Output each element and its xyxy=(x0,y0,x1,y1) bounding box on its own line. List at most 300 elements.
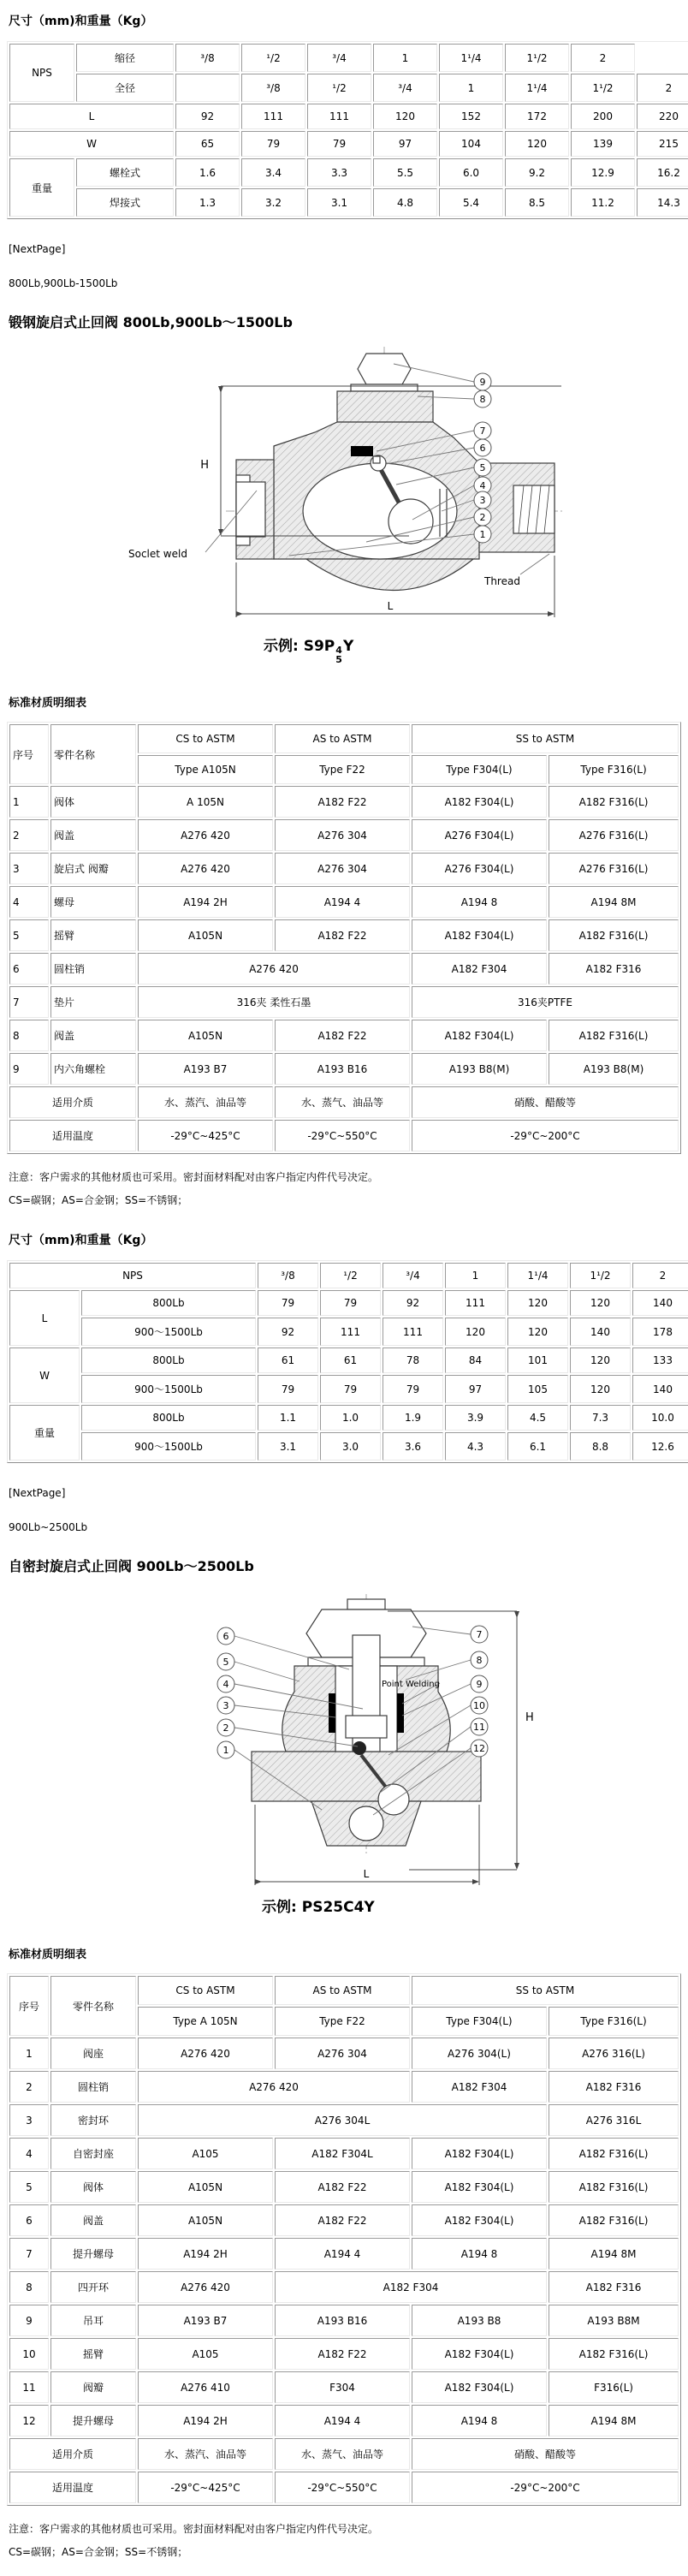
table-cell: 316夹 柔性石墨 xyxy=(138,986,410,1018)
table-cell: 3 xyxy=(9,2104,49,2136)
table-cell: 10.0 xyxy=(632,1405,688,1431)
example-code-1 xyxy=(264,634,353,664)
table-cell: 1¹/4 xyxy=(507,1263,568,1288)
table-cell: A276 316(L) xyxy=(549,2038,679,2069)
callout-10: 10 xyxy=(473,1700,485,1711)
table-row xyxy=(9,1432,688,1461)
table-cell: 1¹/4 xyxy=(505,74,569,102)
table-cell xyxy=(637,44,688,72)
table-cell: A276 304(L) xyxy=(412,2038,547,2069)
table-cell: 800Lb xyxy=(81,1347,256,1373)
table-cell: 111 xyxy=(241,104,305,129)
table-cell: 11.2 xyxy=(571,188,635,217)
table-cell: 水、蒸气、油品等 xyxy=(275,1086,410,1118)
table-cell: 105 xyxy=(507,1375,568,1403)
valve-body-section xyxy=(252,1599,481,1846)
table-cell: W xyxy=(9,1347,80,1403)
table-cell: A193 B16 xyxy=(275,2305,410,2336)
table-cell: A193 B8M xyxy=(549,2305,679,2336)
callout-2: 2 xyxy=(222,1722,229,1734)
table-row xyxy=(9,2204,679,2236)
table-cell: 1 xyxy=(373,44,437,72)
table-row xyxy=(9,2104,679,2136)
pressure-seal-check-valve-diagram xyxy=(7,1587,688,1891)
table-cell: 111 xyxy=(383,1318,443,1346)
table-cell: Type F304(L) xyxy=(412,755,547,784)
table-cell: A276 316L xyxy=(549,2104,679,2136)
callout-1: 1 xyxy=(479,529,486,540)
table-cell: A105N xyxy=(138,2171,273,2203)
table-cell: 1.1 xyxy=(258,1405,318,1431)
table-cell: 3.4 xyxy=(241,158,305,187)
table-cell: Type F316(L) xyxy=(549,2007,679,2036)
table-cell: 92 xyxy=(175,104,240,129)
l-dimension-label: L xyxy=(387,600,394,612)
table-cell: 垫片 xyxy=(50,986,136,1018)
callout-4: 4 xyxy=(222,1679,229,1690)
table-row xyxy=(9,131,688,157)
table-cell: 120 xyxy=(445,1318,506,1346)
table-cell: 8 xyxy=(9,2271,49,2303)
table-cell: SS to ASTM xyxy=(412,1976,679,2005)
table-cell: A276 304 xyxy=(275,819,410,851)
note-line-1: 注意：客户需求的其他材质也可采用。密封面材料配对由客户指定内件代号决定。 xyxy=(9,1171,379,1183)
table-cell: 适用温度 xyxy=(9,2472,136,2503)
table-cell: 12.6 xyxy=(632,1432,688,1461)
table-cell: AS to ASTM xyxy=(275,724,410,753)
table-row xyxy=(9,2171,679,2203)
table-cell: 3 xyxy=(9,853,49,884)
table-cell: 10 xyxy=(9,2338,49,2370)
table-cell: 缩径 xyxy=(76,44,174,72)
table-cell: 65 xyxy=(175,131,240,157)
table-cell: 零件名称 xyxy=(50,724,136,784)
table-cell: 适用温度 xyxy=(9,1120,136,1151)
table-cell: 1¹/2 xyxy=(505,44,569,72)
dims-weight-title-2: 尺寸（mm)和重量（Kg） xyxy=(9,1234,153,1247)
table-cell: 800Lb xyxy=(81,1405,256,1431)
valve-model-code: S9P 4 5 Y xyxy=(303,638,354,665)
table-cell: 零件名称 xyxy=(50,1976,136,2036)
table-cell: A276 304L xyxy=(138,2104,547,2136)
section1-title: 锻钢旋启式止回阀 800Lb,900Lb～1500Lb xyxy=(9,314,293,330)
table-cell: A276 420 xyxy=(138,2271,273,2303)
table-cell: A194 8 xyxy=(412,2405,547,2436)
table-cell: CS to ASTM xyxy=(138,1976,273,2005)
table-cell: 4.3 xyxy=(445,1432,506,1461)
table-cell: A182 F304L xyxy=(275,2138,410,2169)
table-cell: A182 F316 xyxy=(549,2071,679,2103)
table-row xyxy=(9,158,688,187)
table-cell: 316夹PTFE xyxy=(412,986,679,1018)
table-cell: 1¹/2 xyxy=(570,1263,631,1288)
seal-ring-right xyxy=(397,1693,404,1733)
table-row xyxy=(9,919,679,951)
table-cell: A182 F304(L) xyxy=(412,2171,547,2203)
table-row xyxy=(9,1020,679,1051)
table-cell: 阀盖 xyxy=(50,2204,136,2236)
thread-label: Thread xyxy=(484,575,520,587)
table-cell: 9 xyxy=(9,2305,49,2336)
bonnet xyxy=(337,391,433,422)
table-cell: A182 F316(L) xyxy=(549,2138,679,2169)
table-cell: A276 420 xyxy=(138,953,410,985)
table-cell: 阀盖 xyxy=(50,819,136,851)
table-cell: A182 F304(L) xyxy=(412,2204,547,2236)
section2-title: 自密封旋启式止回阀 900Lb～2500Lb xyxy=(9,1558,254,1574)
h-dimension-label: H xyxy=(200,459,209,472)
table-cell: A182 F316(L) xyxy=(549,2204,679,2236)
nextpage-marker-1: [NextPage] xyxy=(9,243,66,255)
table-cell: A 105N xyxy=(138,786,273,818)
table-cell: AS to ASTM xyxy=(275,1976,410,2005)
table-row xyxy=(9,1053,679,1085)
material-table-2 xyxy=(7,1973,681,2506)
table-cell: W xyxy=(9,131,174,157)
table-cell: 14.3 xyxy=(637,188,688,217)
table-cell: 140 xyxy=(632,1290,688,1316)
table-cell: A276 420 xyxy=(138,2071,410,2103)
table-row xyxy=(9,886,679,918)
table-cell: A193 B8(M) xyxy=(412,1053,547,1085)
table-cell: A194 8 xyxy=(412,886,547,918)
table-cell: A182 F22 xyxy=(275,2171,410,2203)
top-boss xyxy=(347,1599,385,1609)
table-cell: 3.1 xyxy=(258,1432,318,1461)
callout-3: 3 xyxy=(222,1700,229,1711)
pressure-range-1: 800Lb,900Lb-1500Lb xyxy=(9,277,118,289)
table-cell: -29°C~425°C xyxy=(138,2472,273,2503)
table-cell: ³/8 xyxy=(258,1263,318,1288)
table-cell: A193 B8(M) xyxy=(549,1053,679,1085)
table-row xyxy=(9,2305,679,2336)
table-cell: A182 F316(L) xyxy=(549,2338,679,2370)
table-cell: A194 4 xyxy=(275,2238,410,2270)
table-cell: 8.5 xyxy=(505,188,569,217)
table-cell: A193 B8 xyxy=(412,2305,547,2336)
table-cell: A276 F304(L) xyxy=(412,853,547,884)
table-row xyxy=(9,2472,679,2503)
table-cell: L xyxy=(9,1290,80,1346)
table-cell: A182 F316(L) xyxy=(549,786,679,818)
note-line-2b: CS=碳钢；AS=合金钢；SS=不锈钢； xyxy=(9,2546,188,2558)
table-cell: 900～1500Lb xyxy=(81,1375,256,1403)
table-row xyxy=(9,986,679,1018)
table-cell: 12 xyxy=(9,2405,49,2436)
table-cell: 水、蒸汽、油品等 xyxy=(138,2438,273,2470)
table-cell: 1¹/4 xyxy=(439,44,503,72)
table-cell: -29°C~200°C xyxy=(412,1120,679,1151)
table-cell: ³/4 xyxy=(307,44,371,72)
table-cell: A182 F22 xyxy=(275,786,410,818)
table-cell: 重量 xyxy=(9,158,74,217)
callout-6: 6 xyxy=(479,443,486,454)
table-cell: 螺栓式 xyxy=(76,158,174,187)
table-cell: 阀体 xyxy=(50,786,136,818)
table-cell: 79 xyxy=(258,1290,318,1316)
table-cell: 1 xyxy=(445,1263,506,1288)
table-row xyxy=(9,2371,679,2403)
table-cell: ¹/2 xyxy=(307,74,371,102)
table-cell: 1.6 xyxy=(175,158,240,187)
table-cell: 104 xyxy=(439,131,503,157)
table-cell: ¹/2 xyxy=(320,1263,381,1288)
callout-1: 1 xyxy=(222,1745,229,1756)
table-row xyxy=(9,819,679,851)
table-cell: 111 xyxy=(445,1290,506,1316)
table-cell: A182 F22 xyxy=(275,1020,410,1051)
table-cell: 密封环 xyxy=(50,2104,136,2136)
table-cell: 5 xyxy=(9,919,49,951)
table-cell: 97 xyxy=(373,131,437,157)
table-cell: 阀瓣 xyxy=(50,2371,136,2403)
callout-3: 3 xyxy=(479,495,486,506)
table-cell: A182 F22 xyxy=(275,2338,410,2370)
table-cell: A105 xyxy=(138,2338,273,2370)
table-cell: A194 2H xyxy=(138,886,273,918)
table-row xyxy=(9,74,688,102)
table-cell: 提升螺母 xyxy=(50,2238,136,2270)
table-cell: A194 8 xyxy=(412,2238,547,2270)
table-cell: 900～1500Lb xyxy=(81,1318,256,1346)
table-cell: 4 xyxy=(9,2138,49,2169)
table-row xyxy=(9,2338,679,2370)
callout-7: 7 xyxy=(476,1629,483,1640)
table-cell: NPS xyxy=(9,1263,256,1288)
table-cell: 5.5 xyxy=(373,158,437,187)
callout-balloons xyxy=(474,373,491,543)
table-cell: A194 4 xyxy=(275,886,410,918)
valve-model-code: PS25C4Y xyxy=(301,1899,375,1916)
table-cell: ³/4 xyxy=(383,1263,443,1288)
table-cell: A276 420 xyxy=(138,2038,273,2069)
table-cell: 4.5 xyxy=(507,1405,568,1431)
table-cell: A276 F316(L) xyxy=(549,819,679,851)
table-cell: 1 xyxy=(9,786,49,818)
table-cell xyxy=(175,74,240,102)
table-row xyxy=(9,2038,679,2069)
callout-7: 7 xyxy=(479,425,486,437)
table-cell: A194 2H xyxy=(138,2405,273,2436)
table-cell: A105N xyxy=(138,919,273,951)
table-cell: 6 xyxy=(9,2204,49,2236)
table-row xyxy=(9,1347,688,1373)
table-cell: A182 F304(L) xyxy=(412,2138,547,2169)
table-cell: A182 F316(L) xyxy=(549,919,679,951)
table-cell: 重量 xyxy=(9,1405,80,1461)
table-row xyxy=(9,1976,679,2005)
table-row xyxy=(9,786,679,818)
dims-table-2 xyxy=(7,1260,688,1463)
table-cell: 140 xyxy=(570,1318,631,1346)
table-cell: A182 F304(L) xyxy=(412,2371,547,2403)
cavity xyxy=(303,463,457,559)
example-code-2 xyxy=(262,1895,375,1916)
table-cell: 6 xyxy=(9,953,49,985)
table-cell: A193 B7 xyxy=(138,2305,273,2336)
table-cell: A182 F304 xyxy=(275,2271,547,2303)
table-cell: 8.8 xyxy=(570,1432,631,1461)
table-cell: 水、蒸汽、油品等 xyxy=(138,1086,273,1118)
table-cell: 152 xyxy=(439,104,503,129)
valve-body-section xyxy=(236,354,555,591)
table-cell: 9 xyxy=(9,1053,49,1085)
table-cell: 圆柱销 xyxy=(50,2071,136,2103)
callout-12: 12 xyxy=(473,1743,485,1754)
table-cell: 6.0 xyxy=(439,158,503,187)
callout-9: 9 xyxy=(479,377,486,388)
table-cell: 7.3 xyxy=(570,1405,631,1431)
table-cell: 800Lb xyxy=(81,1290,256,1316)
table-cell: Type F316(L) xyxy=(549,755,679,784)
table-cell: 2 xyxy=(571,44,635,72)
table-cell: 220 xyxy=(637,104,688,129)
table-cell: 焊接式 xyxy=(76,188,174,217)
table-cell: 4.8 xyxy=(373,188,437,217)
table-cell: 吊耳 xyxy=(50,2305,136,2336)
table-row xyxy=(9,1263,688,1288)
table-cell: 5 xyxy=(9,2171,49,2203)
table-cell: 79 xyxy=(258,1375,318,1403)
table-cell: A105N xyxy=(138,2204,273,2236)
table-cell: 2 xyxy=(9,2071,49,2103)
table-cell: 阀盖 xyxy=(50,1020,136,1051)
table-cell: Type A105N xyxy=(138,755,273,784)
table-cell: A182 F22 xyxy=(275,919,410,951)
table-row xyxy=(9,724,679,753)
table-cell: F304 xyxy=(275,2371,410,2403)
callout-5: 5 xyxy=(479,462,486,473)
table-cell: 阀座 xyxy=(50,2038,136,2069)
table-cell: 120 xyxy=(505,131,569,157)
gasket-marker xyxy=(351,446,373,456)
table-cell: A193 B16 xyxy=(275,1053,410,1085)
table-cell: 水、蒸气、油品等 xyxy=(275,2438,410,2470)
table-row xyxy=(9,2438,679,2470)
table-cell: 900～1500Lb xyxy=(81,1432,256,1461)
table-cell: A182 F316(L) xyxy=(549,2171,679,2203)
callout-balloons-left xyxy=(217,1627,234,1758)
table-cell: A182 F316(L) xyxy=(549,1020,679,1051)
table-cell: 摇臂 xyxy=(50,919,136,951)
table-cell: 自密封座 xyxy=(50,2138,136,2169)
table-cell: CS to ASTM xyxy=(138,724,273,753)
table-cell: 120 xyxy=(570,1347,631,1373)
table-cell: 3.0 xyxy=(320,1432,381,1461)
table-row xyxy=(9,2238,679,2270)
table-cell: A182 F316 xyxy=(549,2271,679,2303)
table-cell: 圆柱销 xyxy=(50,953,136,985)
table-cell: A194 8M xyxy=(549,2405,679,2436)
pressure-range-2: 900Lb~2500Lb xyxy=(9,1521,88,1533)
table-cell: 120 xyxy=(570,1290,631,1316)
table-cell: ³/4 xyxy=(373,74,437,102)
table-cell: 133 xyxy=(632,1347,688,1373)
table-cell: 2 xyxy=(632,1263,688,1288)
table-cell: 79 xyxy=(320,1290,381,1316)
table-cell: 12.9 xyxy=(571,158,635,187)
table-cell: -29°C~550°C xyxy=(275,2472,410,2503)
callout-8: 8 xyxy=(479,394,486,405)
table-cell: 3.2 xyxy=(241,188,305,217)
table-cell: 1.3 xyxy=(175,188,240,217)
callout-balloons-right xyxy=(471,1626,488,1757)
nextpage-marker-2: [NextPage] xyxy=(9,1487,66,1499)
table-row xyxy=(9,853,679,884)
table-row xyxy=(9,1318,688,1346)
table-cell: A276 410 xyxy=(138,2371,273,2403)
table-cell: 1 xyxy=(439,74,503,102)
callout-11: 11 xyxy=(473,1722,485,1733)
callout-5: 5 xyxy=(222,1657,229,1668)
table-cell: 1.9 xyxy=(383,1405,443,1431)
callout-9: 9 xyxy=(476,1679,483,1690)
table-cell: A193 B7 xyxy=(138,1053,273,1085)
table-cell: A194 8M xyxy=(549,2238,679,2270)
callout-8: 8 xyxy=(476,1655,483,1666)
table-cell: A182 F316 xyxy=(549,953,679,985)
table-cell: 3.3 xyxy=(307,158,371,187)
table-cell: 101 xyxy=(507,1347,568,1373)
table-cell: 6.1 xyxy=(507,1432,568,1461)
table-cell: 提升螺母 xyxy=(50,2405,136,2436)
hinge-pin xyxy=(353,1741,366,1755)
table-cell: A276 F316(L) xyxy=(549,853,679,884)
table-cell: 172 xyxy=(505,104,569,129)
table-cell: 215 xyxy=(637,131,688,157)
table-cell: 2 xyxy=(637,74,688,102)
table-cell: 140 xyxy=(632,1375,688,1403)
table-cell: 61 xyxy=(258,1347,318,1373)
table-cell: 79 xyxy=(307,131,371,157)
table-cell: SS to ASTM xyxy=(412,724,679,753)
table-cell: A276 420 xyxy=(138,819,273,851)
table-cell: 适用介质 xyxy=(9,2438,136,2470)
table-cell: 阀体 xyxy=(50,2171,136,2203)
table-cell: 四开环 xyxy=(50,2271,136,2303)
table-cell: A105N xyxy=(138,1020,273,1051)
table-cell: 120 xyxy=(507,1318,568,1346)
table-cell: 79 xyxy=(383,1375,443,1403)
note-line-1b: 注意：客户需求的其他材质也可采用。密封面材料配对由客户指定内件代号决定。 xyxy=(9,2523,379,2535)
table-cell: 3.6 xyxy=(383,1432,443,1461)
table-cell: 4 xyxy=(9,886,49,918)
table-cell: A182 F22 xyxy=(275,2204,410,2236)
h-dimension-label: H xyxy=(525,1711,534,1724)
table-cell: 适用介质 xyxy=(9,1086,136,1118)
point-welding-label: Point Welding xyxy=(381,1680,440,1689)
table-cell: 120 xyxy=(373,104,437,129)
table-row xyxy=(9,1120,679,1151)
table-cell: 内六角螺栓 xyxy=(50,1053,136,1085)
table-cell: 1.0 xyxy=(320,1405,381,1431)
table-cell: A182 F304(L) xyxy=(412,2338,547,2370)
bonnet-bolt xyxy=(358,354,411,384)
table-cell: 2 xyxy=(9,819,49,851)
table-cell: 序号 xyxy=(9,1976,49,2036)
table-row xyxy=(9,1086,679,1118)
table-cell: 111 xyxy=(307,104,371,129)
table-cell: 120 xyxy=(570,1375,631,1403)
table-cell: 79 xyxy=(241,131,305,157)
table-cell: 8 xyxy=(9,1020,49,1051)
table-cell: 7 xyxy=(9,986,49,1018)
table-cell: 178 xyxy=(632,1318,688,1346)
material-table-title-1: 标准材质明细表 xyxy=(9,697,87,710)
table-cell: 9.2 xyxy=(505,158,569,187)
table-cell: 92 xyxy=(258,1318,318,1346)
table-cell: 螺母 xyxy=(50,886,136,918)
